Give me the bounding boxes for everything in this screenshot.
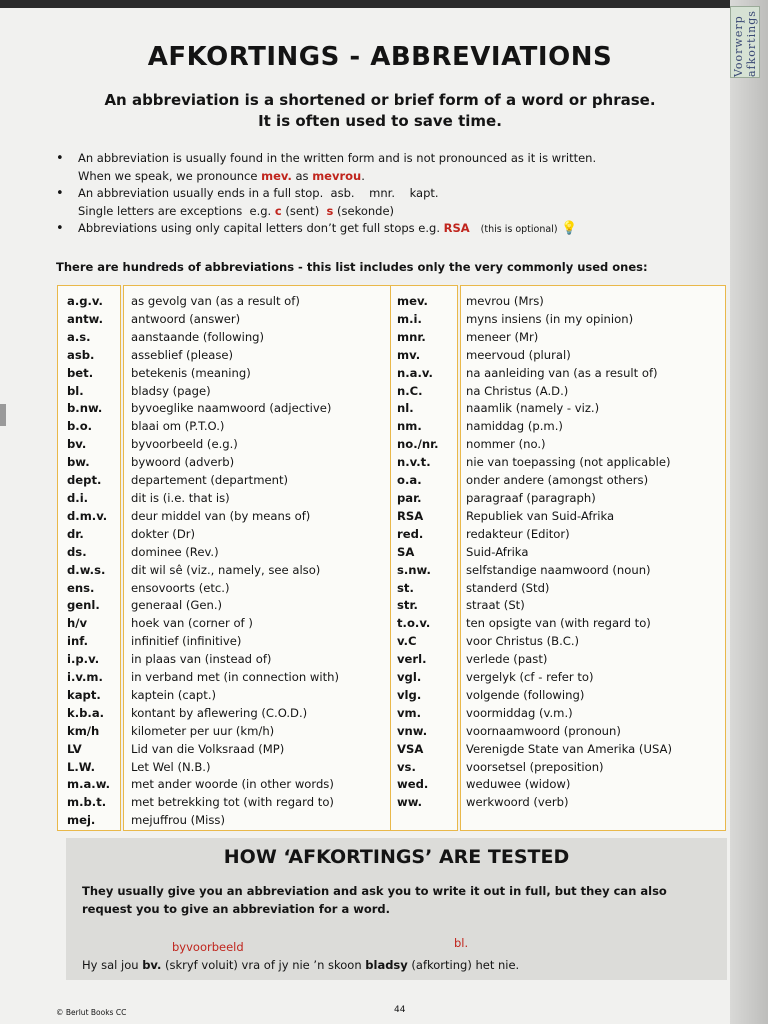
abbreviation-item: mej.: [67, 813, 96, 828]
meaning-item: nommer (no.): [466, 437, 546, 452]
abbreviation-item: inf.: [67, 634, 89, 649]
meaning-item: volgende (following): [466, 687, 585, 702]
meaning-item: met ander woorde (in other words): [131, 777, 334, 792]
footer-copyright: © Berlut Books CC: [56, 1008, 127, 1017]
meaning-item: namiddag (p.m.): [466, 419, 563, 434]
abbreviation-item: b.o.: [67, 419, 93, 434]
rule-1-example-mev: mev.: [261, 168, 292, 183]
abbreviation-item: nl.: [397, 401, 414, 416]
abbreviation-item: vs.: [397, 759, 416, 774]
meaning-item: Let Wel (N.B.): [131, 759, 211, 774]
abbreviation-item: mnr.: [397, 329, 426, 344]
abbreviation-item: a.s.: [67, 329, 91, 344]
rules-list: [54, 150, 684, 239]
page-subtitle: [60, 90, 700, 132]
abbreviation-item: m.a.w.: [67, 777, 111, 792]
meaning-item: voorsetsel (preposition): [466, 759, 604, 774]
page-title: AFKORTINGS - ABBREVIATIONS: [147, 42, 613, 72]
abbreviation-item: bet.: [67, 365, 94, 380]
rule-1-text: An abbreviation is usually found in the written form and is not pronounced as it is written.: [78, 151, 597, 165]
example-pre: Hy sal jou: [82, 958, 143, 972]
column-2-abbreviations: [397, 293, 439, 812]
rule-1: [54, 150, 684, 185]
abbreviation-item: nm.: [397, 419, 422, 434]
rule-2-sub-mid: (sent): [281, 203, 327, 218]
column-1-meanings: [131, 293, 339, 830]
abbreviation-item: n.a.v.: [397, 365, 433, 380]
abbreviation-item: red.: [397, 526, 424, 541]
abbreviation-item: bl.: [67, 383, 84, 398]
abbreviation-item: LV: [67, 741, 82, 756]
rule-2-text: An abbreviation usually ends in a full stop.: [78, 186, 324, 200]
subtitle-line-2: It is often used to save time.: [258, 112, 502, 130]
abbreviation-item: kapt.: [67, 687, 101, 702]
abbreviation-item: k.b.a.: [67, 705, 105, 720]
abbreviation-item: n.v.t.: [397, 455, 431, 470]
meaning-item: deur middel van (by means of): [131, 508, 311, 523]
example-label-bl: bl.: [454, 936, 469, 950]
meaning-item: standerd (Std): [466, 580, 550, 595]
rule-3-text: Abbreviations using only capital letters don’t get full stops e.g.: [78, 221, 444, 235]
abbreviation-item: vnw.: [397, 723, 428, 738]
lightbulb-icon: 💡: [561, 221, 578, 236]
meaning-item: selfstandige naamwoord (noun): [466, 562, 651, 577]
page-edge: [730, 0, 768, 1024]
meaning-item: blaai om (P.T.O.): [131, 419, 225, 434]
abbreviation-item: h/v: [67, 616, 88, 631]
meaning-item: na aanleiding van (as a result of): [466, 365, 658, 380]
index-sticker: Voorwerp afkortings: [730, 6, 760, 78]
rule-3: [54, 220, 684, 239]
meaning-item: werkwoord (verb): [466, 795, 569, 810]
abbreviation-item: antw.: [67, 311, 103, 326]
abbreviation-item: wed.: [397, 777, 429, 792]
example-word-bladsy: bladsy: [365, 958, 408, 972]
rule-1-sub-post: .: [361, 168, 365, 183]
meaning-item: meervoud (plural): [466, 347, 571, 362]
column-2-meanings: [466, 293, 672, 812]
meaning-item: in plaas van (instead of): [131, 652, 272, 667]
abbreviation-item: st.: [397, 580, 414, 595]
example-mid: (skryf voluit) vra of jy nie ’n skoon: [161, 958, 366, 972]
rule-1-example-mevrou: mevrou: [312, 168, 362, 183]
abbreviation-item: vlg.: [397, 687, 422, 702]
meaning-item: onder andere (amongst others): [466, 473, 649, 488]
rule-2-example-c: c: [274, 203, 282, 218]
abbreviation-item: no./nr.: [397, 437, 439, 452]
abbreviation-item: i.v.m.: [67, 670, 103, 685]
rule-1-subline: [78, 168, 684, 186]
meaning-item: redakteur (Editor): [466, 526, 570, 541]
list-intro: There are hundreds of abbreviations - this list includes only the very commonly used ones:: [56, 260, 648, 274]
rule-2-sub-post: (sekonde): [333, 203, 395, 218]
abbreviation-item: mv.: [397, 347, 421, 362]
meaning-item: nie van toepassing (not applicable): [466, 455, 671, 470]
rule-2-subline: [78, 203, 684, 221]
abbreviation-item: bv.: [67, 437, 87, 452]
meaning-item: dit is (i.e. that is): [131, 490, 230, 505]
rule-1-sub-pre: When we speak, we pronounce: [78, 168, 262, 183]
example-sentence: [82, 958, 722, 972]
abbreviation-item: dept.: [67, 473, 102, 488]
abbreviation-item: o.a.: [397, 473, 422, 488]
rule-2-examples: asb. mnr. kapt.: [330, 186, 439, 200]
abbreviation-item: vgl.: [397, 670, 422, 685]
meaning-item: ensovoorts (etc.): [131, 580, 230, 595]
abbreviation-item: m.b.t.: [67, 795, 107, 810]
abbreviation-item: v.C: [397, 634, 417, 649]
meaning-item: dit wil sê (viz., namely, see also): [131, 562, 321, 577]
meaning-item: betekenis (meaning): [131, 365, 251, 380]
meaning-item: generaal (Gen.): [131, 598, 223, 613]
abbreviation-item: VSA: [397, 741, 424, 756]
tested-title: HOW ‘AFKORTINGS’ ARE TESTED: [223, 846, 570, 868]
abbreviation-item: d.m.v.: [67, 508, 108, 523]
meaning-item: bywoord (adverb): [131, 455, 235, 470]
meaning-item: mevrou (Mrs): [466, 294, 544, 308]
meaning-item: dominee (Rev.): [131, 544, 219, 559]
meaning-item: naamlik (namely - viz.): [466, 401, 600, 416]
abbreviation-item: t.o.v.: [397, 616, 431, 631]
meaning-item: voornaamwoord (pronoun): [466, 723, 621, 738]
meaning-item: Verenigde State van Amerika (USA): [466, 741, 672, 756]
meaning-item: asseblief (please): [131, 347, 234, 362]
rule-2-example-s: s: [326, 203, 334, 218]
meaning-item: dokter (Dr): [131, 526, 196, 541]
abbreviation-item: d.i.: [67, 490, 89, 505]
meaning-item: Republiek van Suid-Afrika: [466, 508, 615, 523]
abbreviation-item: SA: [397, 544, 415, 559]
meaning-item: as gevolg van (as a result of): [131, 294, 300, 308]
meaning-item: myns insiens (in my opinion): [466, 311, 634, 326]
meaning-item: Suid-Afrika: [466, 544, 529, 559]
abbreviation-item: genl.: [67, 598, 100, 613]
abbreviation-item: a.g.v.: [67, 294, 103, 308]
abbreviation-item: d.w.s.: [67, 562, 106, 577]
abbreviation-item: RSA: [397, 508, 424, 523]
meaning-item: vergelyk (cf - refer to): [466, 670, 594, 685]
meaning-item: meneer (Mr): [466, 329, 539, 344]
meaning-item: infinitief (infinitive): [131, 634, 242, 649]
top-scan-band: [0, 0, 768, 8]
meaning-item: byvoeglike naamwoord (adjective): [131, 401, 332, 416]
meaning-item: ten opsigte van (with regard to): [466, 616, 651, 631]
meaning-item: verlede (past): [466, 652, 548, 667]
meaning-item: paragraaf (paragraph): [466, 490, 596, 505]
rule-3-note: (this is optional): [480, 224, 558, 235]
abbreviation-item: vm.: [397, 705, 422, 720]
example-abbr-bv: bv.: [142, 958, 162, 972]
abbreviation-item: par.: [397, 490, 422, 505]
meaning-item: na Christus (A.D.): [466, 383, 569, 398]
abbreviation-item: ww.: [397, 795, 423, 810]
abbreviation-item: i.p.v.: [67, 652, 100, 667]
meaning-item: aanstaande (following): [131, 329, 265, 344]
meaning-item: weduwee (widow): [466, 777, 571, 792]
rule-2: [54, 185, 684, 220]
meaning-item: voor Christus (B.C.): [466, 634, 580, 649]
abbreviation-item: b.nw.: [67, 401, 103, 416]
abbreviation-item: ds.: [67, 544, 87, 559]
tested-body: They usually give you an abbreviation and ask you to write it out in full, but they can also request you to give an abbreviation for a word.: [82, 884, 667, 916]
page-number: 44: [394, 1005, 406, 1015]
meaning-item: departement (department): [131, 473, 289, 488]
binding-mark: [0, 404, 6, 426]
rule-3-example-rsa: RSA: [443, 221, 470, 235]
abbreviation-item: asb.: [67, 347, 95, 362]
meaning-item: bladsy (page): [131, 383, 211, 398]
meaning-item: kaptein (capt.): [131, 687, 217, 702]
meaning-item: straat (St): [466, 598, 525, 613]
meaning-item: mejuffrou (Miss): [131, 813, 225, 828]
column-1-abbreviations: [67, 293, 110, 830]
rule-2-sub-pre: Single letters are exceptions e.g.: [78, 203, 275, 218]
meaning-item: kilometer per uur (km/h): [131, 723, 275, 738]
meaning-item: Lid van die Volksraad (MP): [131, 741, 285, 756]
meaning-item: byvoorbeeld (e.g.): [131, 437, 238, 452]
meaning-item: voormiddag (v.m.): [466, 705, 573, 720]
abbreviation-item: m.i.: [397, 311, 422, 326]
abbreviation-item: s.nw.: [397, 562, 431, 577]
rule-1-sub-mid: as: [291, 168, 313, 183]
abbreviation-item: verl.: [397, 652, 427, 667]
subtitle-line-1: An abbreviation is a shortened or brief form of a word or phrase.: [104, 91, 656, 109]
abbreviation-item: L.W.: [67, 759, 96, 774]
abbreviation-item: dr.: [67, 526, 84, 541]
abbreviation-item: mev.: [397, 294, 428, 308]
meaning-item: kontant by aflewering (C.O.D.): [131, 705, 308, 720]
meaning-item: antwoord (answer): [131, 311, 241, 326]
meaning-item: met betrekking tot (with regard to): [131, 795, 334, 810]
meaning-item: hoek van (corner of ): [131, 616, 253, 631]
abbreviation-item: bw.: [67, 455, 90, 470]
abbreviation-item: str.: [397, 598, 418, 613]
abbreviation-item: n.C.: [397, 383, 423, 398]
abbreviation-item: ens.: [67, 580, 95, 595]
example-post: (afkorting) het nie.: [407, 958, 520, 972]
abbreviation-item: km/h: [67, 723, 100, 738]
example-label-byvoorbeeld: byvoorbeeld: [172, 940, 244, 954]
meaning-item: in verband met (in connection with): [131, 670, 339, 685]
